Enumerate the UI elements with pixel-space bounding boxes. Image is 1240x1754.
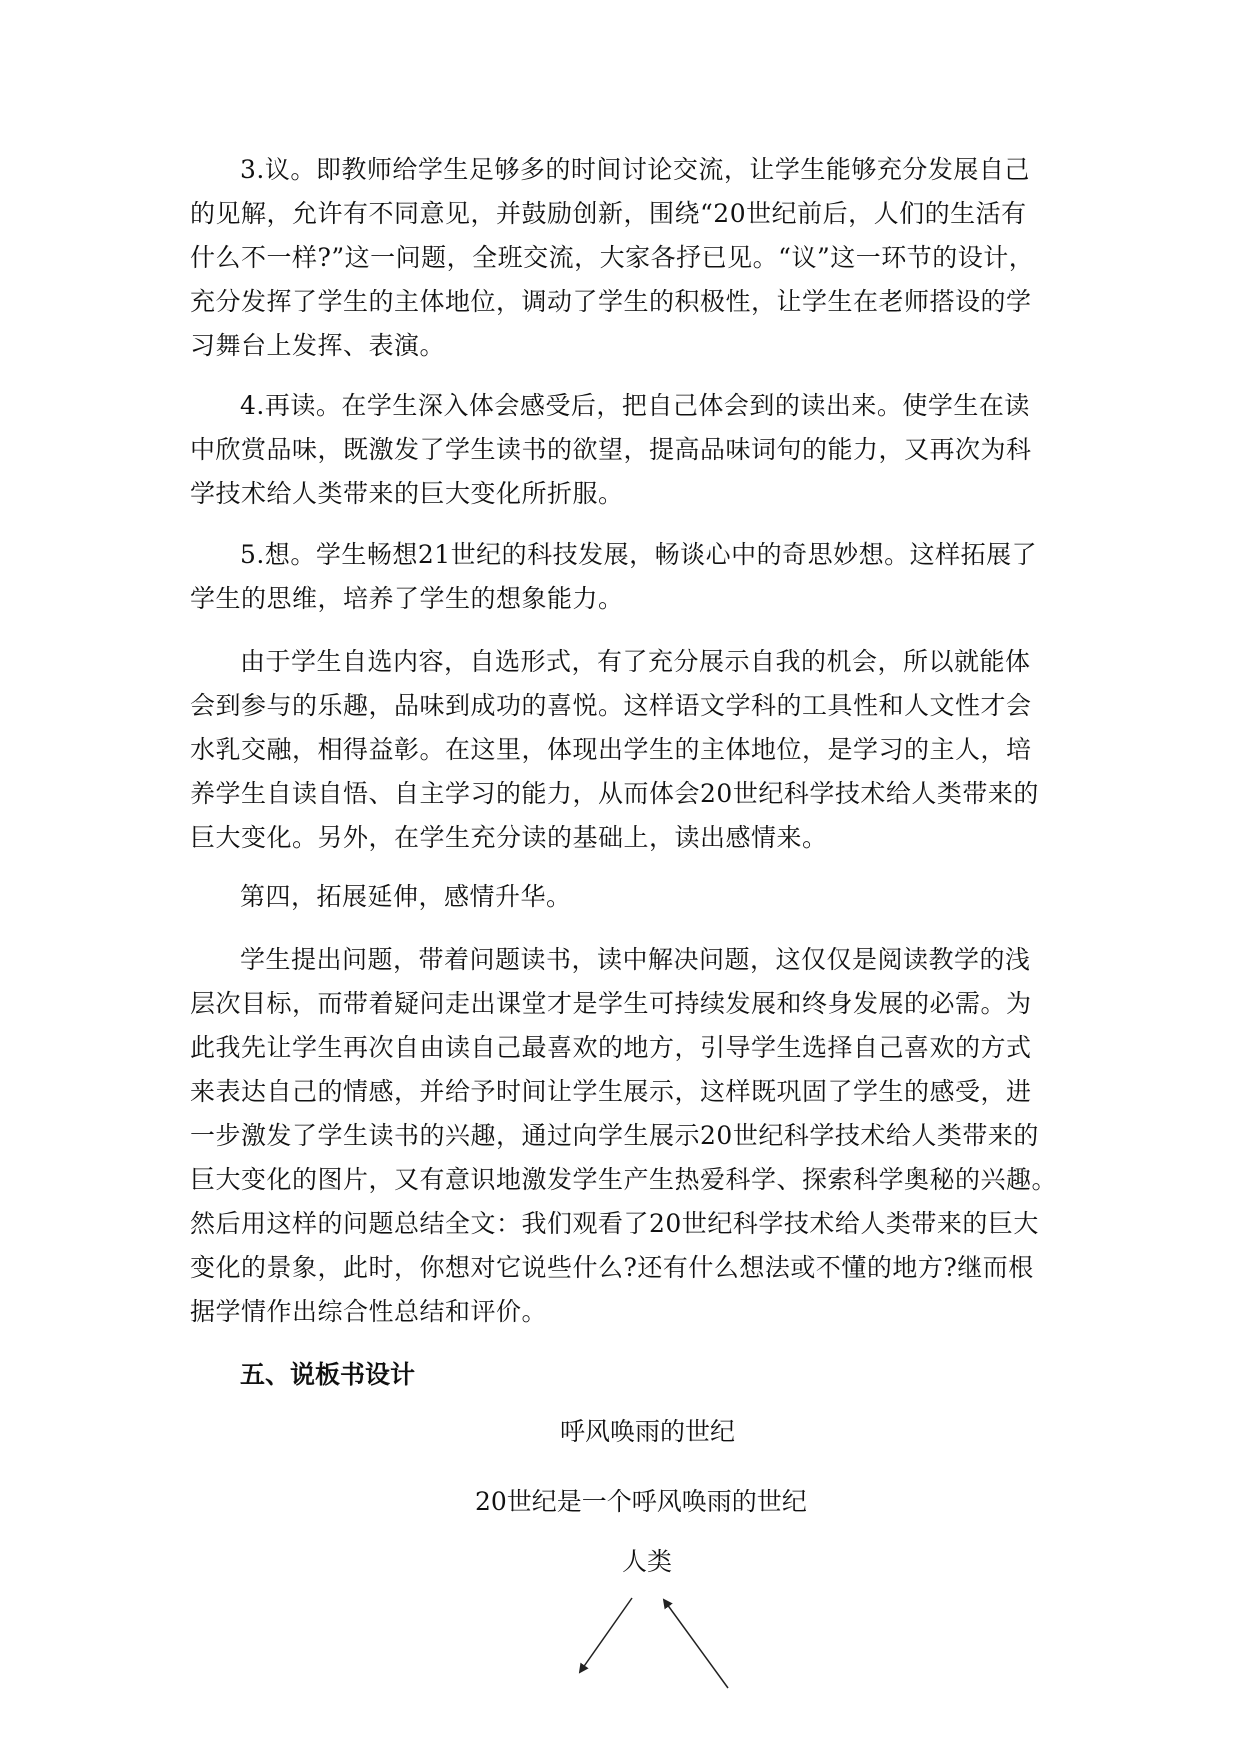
paragraph-line: 养学生自读自悟、自主学习的能力，从而体会20世纪科学技术给人类带来的 bbox=[190, 779, 1039, 808]
paragraph-line: 此我先让学生再次自由读自己最喜欢的地方，引导学生选择自己喜欢的方式 bbox=[190, 1033, 1032, 1062]
paragraph-line: 习舞台上发挥、表演。 bbox=[190, 331, 446, 360]
paragraph-fourth bbox=[190, 875, 1070, 919]
paragraph-line: 巨大变化。另外，在学生充分读的基础上，读出感情来。 bbox=[190, 823, 828, 852]
paragraph-line: 4.再读。在学生深入体会感受后，把自己体会到的读出来。使学生在读 bbox=[240, 391, 1030, 420]
board-subtitle: 20世纪是一个呼风唤雨的世纪 bbox=[475, 1487, 807, 1516]
paragraph-line: 学生的思维，培养了学生的想象能力。 bbox=[190, 584, 624, 613]
paragraph-line: 3.议。即教师给学生足够多的时间讨论交流，让学生能够充分发展自己 bbox=[240, 155, 1030, 184]
paragraph-line: 来表达自己的情感，并给予时间让学生展示，这样既巩固了学生的感受，进 bbox=[190, 1077, 1032, 1106]
paragraph-line: 学技术给人类带来的巨大变化所折服。 bbox=[190, 479, 624, 508]
paragraph-line: 第四，拓展延伸，感情升华。 bbox=[240, 882, 572, 911]
paragraph-reread bbox=[190, 384, 1070, 516]
paragraph-self-select bbox=[190, 640, 1070, 860]
paragraph-line: 据学情作出综合性总结和评价。 bbox=[190, 1297, 548, 1326]
paragraph-line: 由于学生自选内容，自选形式，有了充分展示自我的机会，所以就能体 bbox=[240, 647, 1031, 676]
paragraph-line: 中欣赏品味，既激发了学生读书的欲望，提高品味词句的能力，又再次为科 bbox=[190, 435, 1032, 464]
paragraph-line: 学生提出问题，带着问题读书，读中解决问题，这仅仅是阅读教学的浅 bbox=[240, 945, 1031, 974]
paragraph-imagine bbox=[190, 533, 1070, 621]
paragraph-line: 什么不一样?”这一问题，全班交流，大家各抒已见。“议”这一环节的设计， bbox=[190, 243, 1035, 272]
paragraph-line: 会到参与的乐趣，品味到成功的喜悦。这样语文学科的工具性和人文性才会 bbox=[190, 691, 1032, 720]
paragraph-line: 的见解，允许有不同意见，并鼓励创新，围绕“20世纪前后，人们的生活有 bbox=[190, 199, 1027, 228]
board-arrows-diagram bbox=[560, 1570, 740, 1730]
board-center-word: 人类 bbox=[622, 1547, 673, 1576]
paragraph-line: 充分发挥了学生的主体地位，调动了学生的积极性，让学生在老师搭设的学 bbox=[190, 287, 1032, 316]
paragraph-line: 变化的景象，此时，你想对它说些什么?还有什么想法或不懂的地方?继而根 bbox=[190, 1253, 1034, 1282]
paragraph-line: 水乳交融，相得益彰。在这里，体现出学生的主体地位，是学习的主人，培 bbox=[190, 735, 1032, 764]
paragraph-discuss bbox=[190, 148, 1070, 368]
paragraph-line: 5.想。学生畅想21世纪的科技发展，畅谈心中的奇思妙想。这样拓展了 bbox=[240, 540, 1038, 569]
board-title: 呼风唤雨的世纪 bbox=[560, 1417, 736, 1446]
section-heading: 五、说板书设计 bbox=[240, 1360, 416, 1389]
paragraph-line: 然后用这样的问题总结全文：我们观看了20世纪科学技术给人类带来的巨大 bbox=[190, 1209, 1039, 1238]
paragraph-line: 一步激发了学生读书的兴趣，通过向学生展示20世纪科学技术给人类带来的 bbox=[190, 1121, 1039, 1150]
arrow-down-left bbox=[580, 1598, 632, 1672]
arrow-up-left bbox=[664, 1600, 728, 1688]
paragraph-extension bbox=[190, 938, 1070, 1334]
paragraph-line: 层次目标，而带着疑问走出课堂才是学生可持续发展和终身发展的必需。为 bbox=[190, 989, 1032, 1018]
paragraph-line: 巨大变化的图片，又有意识地激发学生产生热爱科学、探索科学奥秘的兴趣。 bbox=[190, 1165, 1058, 1194]
